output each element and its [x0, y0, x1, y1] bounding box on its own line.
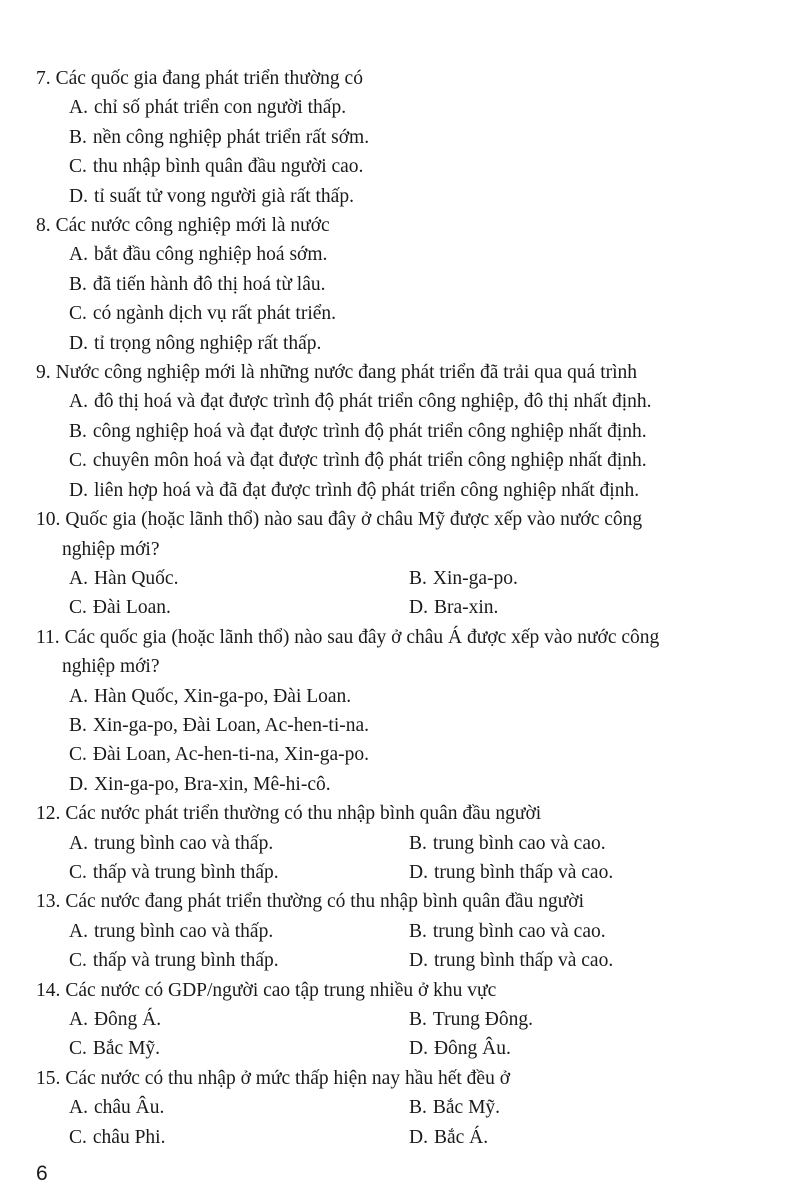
option-row: [36, 564, 757, 593]
option-row: [36, 1123, 757, 1152]
option-row: [36, 93, 757, 122]
option-row: [36, 917, 757, 946]
option-letter: D.: [409, 1126, 428, 1148]
question-stem: [36, 799, 757, 828]
question-stem: [36, 211, 757, 240]
question-text: Các nước có thu nhập ở mức thấp hiện nay hầu hết đều ở: [65, 1067, 511, 1089]
option-text: Trung Đông.: [432, 1009, 533, 1030]
option-row: [36, 387, 757, 416]
answer-option: [69, 299, 336, 328]
option-text: trung bình cao và cao.: [432, 920, 606, 942]
question-text: Các nước phát triển thường có thu nhập bình quân đầu người: [65, 803, 542, 825]
answer-option: [409, 564, 749, 593]
option-letter: D.: [69, 773, 88, 795]
option-text: nền công nghiệp phát triển rất sớm.: [92, 126, 370, 148]
option-letter: C.: [69, 303, 87, 325]
question-8: [36, 211, 757, 358]
answer-option: [69, 1005, 409, 1034]
question-number: 15.: [36, 1067, 61, 1089]
question-9: [36, 358, 757, 505]
answer-option: [69, 270, 326, 299]
question-text: Các nước có GDP/người cao tập trung nhiều ở khu vực: [65, 979, 497, 1001]
question-12: [36, 799, 757, 887]
option-letter: C.: [69, 597, 87, 619]
option-text: Bắc Mỹ.: [92, 1038, 161, 1060]
option-letter: A.: [69, 832, 88, 854]
option-text: trung bình cao và thấp.: [93, 832, 274, 854]
question-10: [36, 505, 757, 623]
answer-option: [409, 1123, 749, 1152]
question-number: 9.: [36, 362, 51, 384]
option-text: có ngành dịch vụ rất phát triển.: [92, 303, 337, 325]
option-text: Hàn Quốc.: [93, 567, 179, 589]
option-row: [36, 270, 757, 299]
option-text: Xin-ga-po, Đài Loan, Ac-hen-ti-na.: [92, 714, 370, 736]
option-row: [36, 329, 757, 358]
answer-option: [69, 711, 369, 740]
option-row: [36, 770, 757, 799]
answer-options: [36, 682, 757, 800]
option-row: [36, 446, 757, 475]
question-text: Các nước đang phát triển thường có thu nhập bình quân đầu người: [65, 891, 584, 913]
question-14: [36, 976, 757, 1064]
option-letter: B.: [69, 273, 87, 295]
question-number: 10.: [36, 509, 61, 531]
option-row: [36, 152, 757, 181]
answer-option: [69, 476, 639, 505]
page-number: 6: [36, 1162, 48, 1185]
answer-option: [69, 417, 647, 446]
answer-option: [69, 593, 409, 622]
answer-option: [69, 182, 354, 211]
answer-option: [69, 387, 652, 416]
option-text: Bắc Á.: [433, 1126, 489, 1148]
option-letter: D.: [409, 950, 428, 972]
option-text: tỉ trọng nông nghiệp rất thấp.: [93, 332, 322, 354]
option-text: chuyên môn hoá và đạt được trình độ phát triển công nghiệp nhất định.: [92, 450, 647, 472]
question-stem: [36, 1064, 757, 1093]
question-number: 12.: [36, 803, 61, 825]
answer-option: [69, 123, 369, 152]
option-row: [36, 299, 757, 328]
option-letter: D.: [69, 479, 88, 501]
answer-option: [69, 564, 409, 593]
option-letter: B.: [69, 420, 87, 442]
question-stem: [36, 976, 757, 1005]
option-letter: A.: [69, 97, 88, 119]
option-letter: C.: [69, 1126, 87, 1148]
question-stem: [36, 64, 757, 93]
option-text: thu nhập bình quân đầu người cao.: [92, 156, 364, 178]
answer-options: [36, 564, 757, 623]
answer-options: [36, 1093, 757, 1152]
option-text: Hàn Quốc, Xin-ga-po, Đài Loan.: [93, 685, 352, 707]
option-letter: C.: [69, 950, 87, 972]
option-row: [36, 593, 757, 622]
answer-option: [409, 946, 749, 975]
option-letter: D.: [409, 1038, 428, 1060]
answer-option: [409, 1034, 749, 1063]
option-text: tỉ suất tử vong người già rất thấp.: [93, 185, 354, 207]
question-11: [36, 623, 757, 799]
answer-option: [69, 152, 363, 181]
question-number: 11.: [36, 626, 60, 648]
answer-option: [409, 858, 749, 887]
question-15: [36, 1064, 757, 1152]
option-row: [36, 829, 757, 858]
option-text: Đài Loan.: [92, 597, 171, 619]
option-letter: C.: [69, 861, 87, 883]
option-text: Xin-ga-po.: [432, 567, 518, 589]
option-letter: B.: [69, 126, 87, 148]
question-text: Nước công nghiệp mới là những nước đang phát triển đã trải qua quá trình: [55, 362, 638, 384]
option-text: Bắc Mỹ.: [432, 1097, 501, 1119]
option-row: [36, 740, 757, 769]
option-letter: B.: [69, 714, 87, 736]
question-7: [36, 64, 757, 211]
option-row: [36, 476, 757, 505]
question-stem: [36, 505, 757, 534]
answer-option: [69, 770, 331, 799]
option-letter: A.: [69, 391, 88, 413]
answer-option: [69, 682, 351, 711]
option-row: [36, 1034, 757, 1063]
question-number: 13.: [36, 891, 61, 913]
question-number: 7.: [36, 68, 51, 89]
option-text: trung bình thấp và cao.: [433, 950, 614, 972]
question-text: Các nước công nghiệp mới là nước: [55, 215, 330, 237]
option-text: trung bình cao và cao.: [432, 832, 606, 854]
option-letter: B.: [409, 1009, 427, 1030]
option-text: đô thị hoá và đạt được trình độ phát triển công nghiệp, đô thị nhất định.: [93, 391, 652, 413]
option-letter: B.: [409, 567, 427, 589]
answer-option: [69, 329, 321, 358]
option-text: liên hợp hoá và đã đạt được trình độ phát triển công nghiệp nhất định.: [93, 479, 640, 501]
answer-option: [69, 240, 327, 269]
answer-options: [36, 93, 757, 211]
answer-options: [36, 1005, 757, 1064]
option-letter: C.: [69, 744, 87, 766]
option-row: [36, 1005, 757, 1034]
option-text: châu Phi.: [92, 1126, 166, 1148]
option-text: trung bình cao và thấp.: [93, 920, 274, 942]
option-letter: B.: [409, 1097, 427, 1119]
answer-option: [69, 1034, 409, 1063]
answer-option: [69, 93, 346, 122]
option-text: thấp và trung bình thấp.: [92, 861, 279, 883]
option-row: [36, 182, 757, 211]
option-letter: D.: [409, 861, 428, 883]
answer-options: [36, 917, 757, 976]
answer-option: [409, 829, 749, 858]
question-text-continued: nghiệp mới?: [62, 538, 160, 560]
answer-option: [69, 1093, 409, 1122]
option-text: Đông Á.: [93, 1009, 162, 1030]
option-text: bắt đầu công nghiệp hoá sớm.: [93, 244, 328, 266]
answer-options: [36, 829, 757, 888]
option-letter: A.: [69, 1097, 88, 1119]
answer-option: [409, 917, 749, 946]
option-row: [36, 417, 757, 446]
option-text: chỉ số phát triển con người thấp.: [93, 97, 347, 119]
answer-options: [36, 240, 757, 358]
question-text-continued: nghiệp mới?: [62, 656, 160, 678]
option-row: [36, 711, 757, 740]
option-letter: B.: [409, 920, 427, 942]
answer-option: [69, 1123, 409, 1152]
option-text: trung bình thấp và cao.: [433, 861, 614, 883]
option-text: Đông Âu.: [433, 1038, 511, 1060]
option-text: công nghiệp hoá và đạt được trình độ phát triển công nghiệp nhất định.: [92, 420, 647, 442]
question-stem: [36, 623, 757, 652]
question-number: 8.: [36, 215, 51, 237]
option-text: đã tiến hành đô thị hoá từ lâu.: [92, 273, 326, 295]
answer-option: [409, 1005, 749, 1034]
option-row: [36, 946, 757, 975]
option-letter: A.: [69, 685, 88, 707]
answer-option: [69, 858, 409, 887]
option-row: [36, 858, 757, 887]
option-row: [36, 123, 757, 152]
option-letter: C.: [69, 450, 87, 472]
option-row: [36, 682, 757, 711]
option-letter: D.: [69, 332, 88, 354]
question-number: 14.: [36, 979, 61, 1001]
question-stem: [36, 358, 757, 387]
answer-option: [409, 1093, 749, 1122]
option-letter: C.: [69, 156, 87, 178]
question-text: Các quốc gia đang phát triển thường có: [55, 68, 363, 89]
answer-option: [69, 917, 409, 946]
answer-options: [36, 387, 757, 505]
answer-option: [69, 740, 369, 769]
option-row: [36, 240, 757, 269]
option-text: Đài Loan, Ac-hen-ti-na, Xin-ga-po.: [92, 744, 370, 766]
option-row: [36, 1093, 757, 1122]
question-list: [36, 64, 757, 1152]
answer-option: [409, 593, 749, 622]
option-letter: A.: [69, 1009, 88, 1030]
question-text: Quốc gia (hoặc lãnh thổ) nào sau đây ở châu Mỹ được xếp vào nước công: [65, 509, 643, 531]
answer-option: [69, 446, 647, 475]
option-letter: A.: [69, 567, 88, 589]
option-text: Xin-ga-po, Bra-xin, Mê-hi-cô.: [93, 773, 331, 795]
option-text: châu Âu.: [93, 1097, 165, 1119]
option-text: Bra-xin.: [433, 597, 499, 619]
option-letter: C.: [69, 1038, 87, 1060]
option-letter: D.: [69, 185, 88, 207]
answer-option: [69, 946, 409, 975]
answer-option: [69, 829, 409, 858]
option-text: thấp và trung bình thấp.: [92, 950, 279, 972]
question-stem: [36, 887, 757, 916]
option-letter: B.: [409, 832, 427, 854]
question-text: Các quốc gia (hoặc lãnh thổ) nào sau đây ở châu Á được xếp vào nước công: [64, 626, 660, 648]
option-letter: A.: [69, 920, 88, 942]
option-letter: D.: [409, 597, 428, 619]
option-letter: A.: [69, 244, 88, 266]
question-13: [36, 887, 757, 975]
